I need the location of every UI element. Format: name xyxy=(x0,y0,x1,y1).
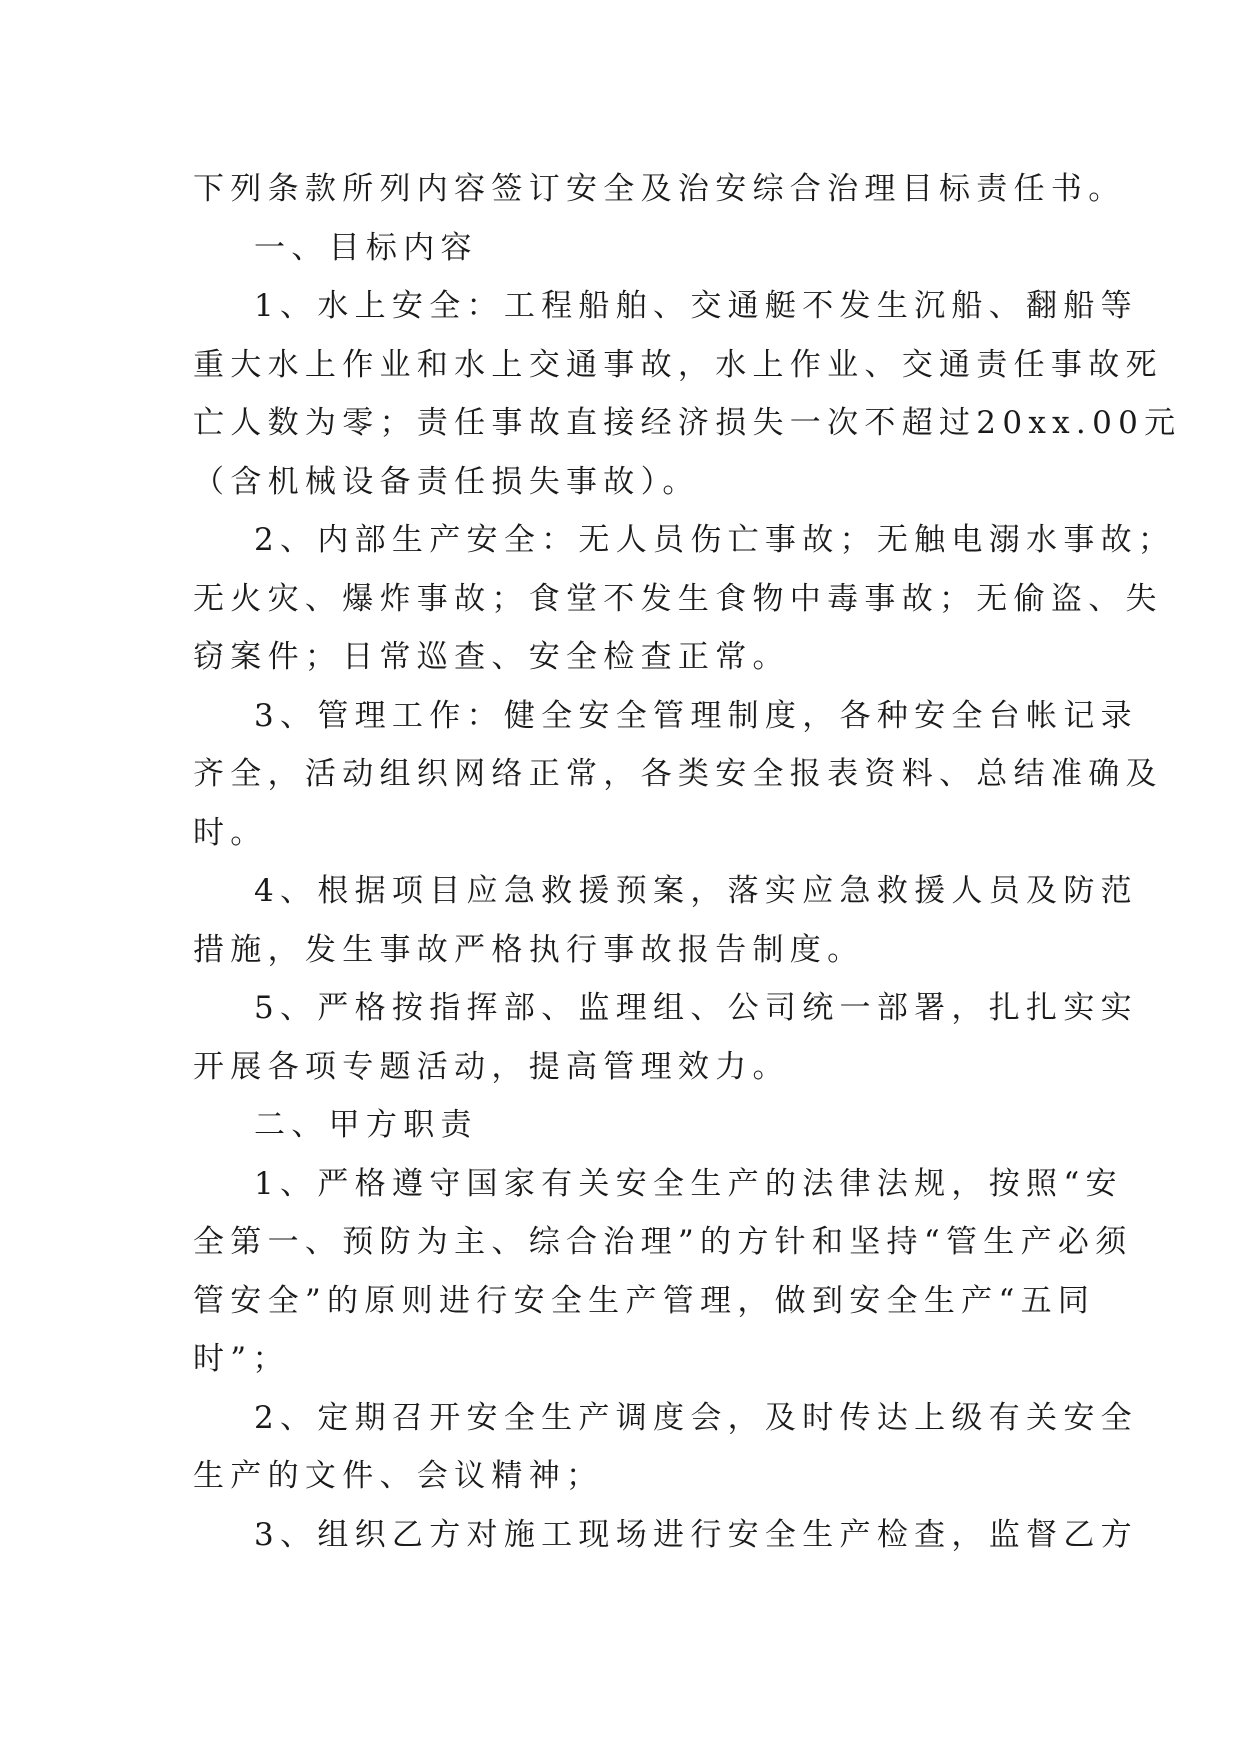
text-line: 重大水上作业和水上交通事故，水上作业、交通责任事故死 xyxy=(193,346,1163,383)
text-line: 窃案件；日常巡查、安全检查正常。 xyxy=(193,639,790,675)
paragraph-internal-safety xyxy=(193,511,1176,687)
text-line: （含机械设备责任损失事故）。 xyxy=(193,463,700,500)
text-line: 2、内部生产安全：无人员伤亡事故；无触电溺水事故； xyxy=(254,522,1176,558)
text-line: 生产的文件、会议精神； xyxy=(193,1458,604,1494)
paragraph-dispatch-meetings xyxy=(193,1389,1138,1506)
text-line: 1、水上安全：工程船舶、交通艇不发生沉船、翻船等 xyxy=(254,288,1138,324)
document-page xyxy=(193,160,1182,1564)
heading-text: 一、目标内容 xyxy=(254,229,478,266)
text-line: 齐全，活动组织网络正常，各类安全报表资料、总结准确及 xyxy=(193,756,1163,792)
text-line: 措施，发生事故严格执行事故报告制度。 xyxy=(193,931,865,968)
text-line: 1、严格遵守国家有关安全生产的法律法规，按照“安 xyxy=(254,1165,1123,1202)
text-line: 时”； xyxy=(193,1341,290,1377)
text-line: 全第一、预防为主、综合治理”的方针和坚持“管生产必须 xyxy=(193,1224,1133,1260)
section-heading-party-a-duties xyxy=(193,1096,1053,1155)
paragraph-water-safety xyxy=(193,277,1182,511)
paragraph-site-inspection xyxy=(193,1506,1138,1565)
text-line: 时。 xyxy=(193,814,268,851)
text-line: 开展各项专题活动，提高管理效力。 xyxy=(193,1048,790,1085)
paragraph-emergency-plan xyxy=(193,862,1138,979)
text-line: 管安全”的原则进行安全生产管理，做到安全生产“五同 xyxy=(193,1282,1096,1319)
text-line: 5、严格按指挥部、监理组、公司统一部署，扎扎实实 xyxy=(254,990,1138,1026)
text-line: 3、管理工作：健全安全管理制度，各种安全台帐记录 xyxy=(254,697,1138,734)
text-line: 2、定期召开安全生产调度会，及时传达上级有关安全 xyxy=(254,1399,1138,1436)
paragraph-intro xyxy=(193,160,1126,219)
text-line: 4、根据项目应急救援预案，落实应急救援人员及防范 xyxy=(254,873,1138,909)
text-line: 亡人数为零；责任事故直接经济损失一次不超过20xx.00元 xyxy=(193,405,1182,441)
heading-text: 二、甲方职责 xyxy=(254,1107,478,1143)
paragraph-laws-compliance xyxy=(193,1155,1133,1389)
text-line: 3、组织乙方对施工现场进行安全生产检查，监督乙方 xyxy=(254,1516,1138,1553)
text-line: 无火灾、爆炸事故；食堂不发生食物中毒事故；无偷盗、失 xyxy=(193,580,1163,617)
paragraph-special-activities xyxy=(193,979,1138,1096)
text-line: 下列条款所列内容签订安全及治安综合治理目标责任书。 xyxy=(193,171,1126,207)
paragraph-management-work xyxy=(193,687,1163,863)
section-heading-objectives xyxy=(193,219,1053,278)
